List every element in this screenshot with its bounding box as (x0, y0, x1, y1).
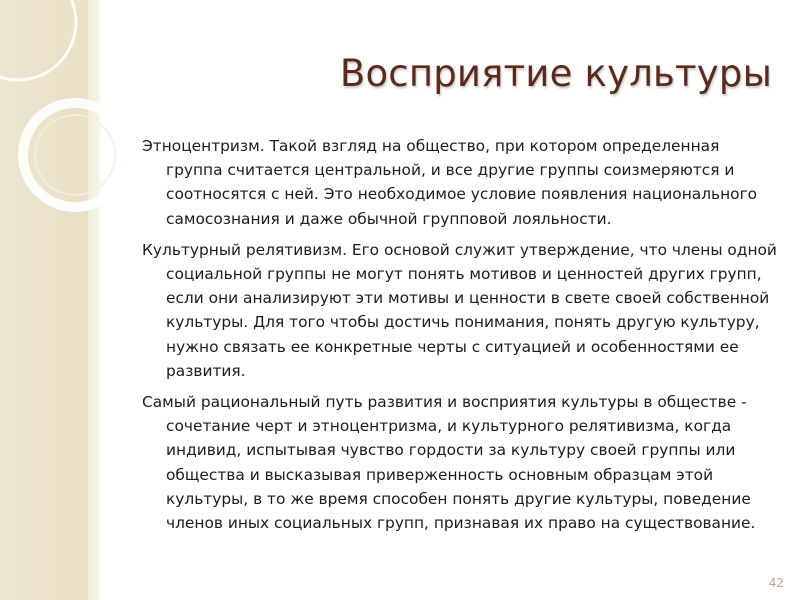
paragraph-rational-path: Самый рациональный путь развития и восприятия культуры в обществе - сочетание черт и этноцентризма, и культурного релятивизма, когда индивид, испытывая чувство гордости за культуру своей группы или общества и высказывая приверженность основным образцам этой культуры, в то же время способен понять другие культуры, поведение членов иных социальных групп, признавая их право на существование. (142, 393, 756, 533)
decorative-ring-bottom (23, 103, 127, 207)
decorative-ring-top (0, 0, 76, 80)
decorative-rings (0, 0, 140, 240)
paragraph-ethnocentrism: Этноцентризм. Такой взгляд на общество, при котором определенная группа считается центральной, и все другие группы соизмеряются и соотносятся с ней. Это необходимое условие появления национального самосознания и даже обычной групповой лояльности. (142, 137, 758, 228)
slide-title: Восприятие культуры (339, 52, 772, 95)
slide-body (142, 134, 778, 542)
decorative-ring-bottom-inner (35, 115, 115, 195)
page-number: 42 (768, 576, 784, 590)
paragraph-cultural-relativism: Культурный релятивизм. Его основой служит утверждение, что члены одной социальной группы не могут понять мотивов и ценностей других групп, если они анализируют эти мотивы и ценности в свете своей собственной культуры. Для того чтобы достичь понимания, понять другую культуру, нужно связать ее конкретные черты с ситуацией и особенностями ее развития. (142, 240, 777, 380)
